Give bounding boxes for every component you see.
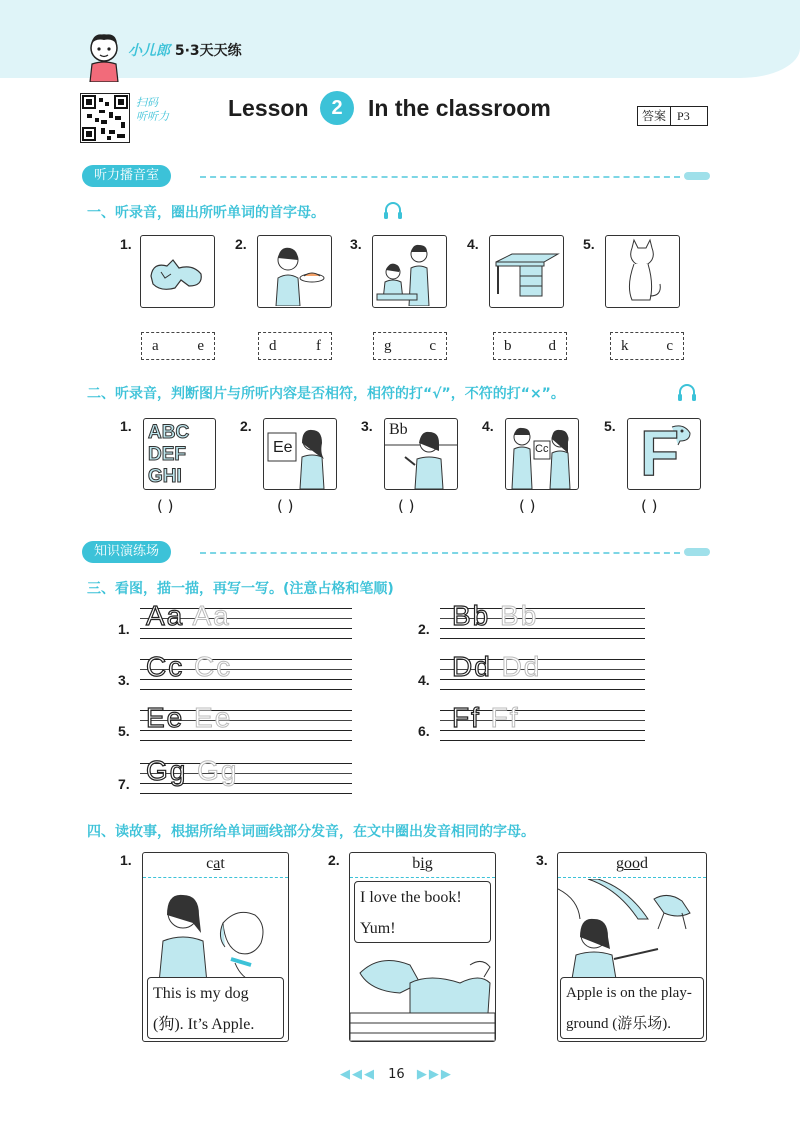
q4-story-1-line2: (狗). It’s Apple. (153, 1016, 255, 1033)
q1-item-2-choice-b[interactable]: f (316, 338, 321, 354)
divider-end (684, 548, 710, 556)
q3-item-7-trace: Gg (146, 755, 188, 786)
footer-left-arrows: ◀◀◀ (340, 1067, 376, 1082)
q3-item-2-num: 2. (418, 621, 430, 637)
q1-item-4-num: 4. (467, 236, 479, 252)
q3-item-3-num: 3. (118, 672, 130, 688)
page-number: 16 (388, 1067, 405, 1082)
brand-series: 5·3天天练 (174, 43, 242, 59)
q1-item-1-picture (140, 235, 215, 308)
headphones-icon (382, 200, 404, 226)
q3-item-6-letters (452, 702, 520, 734)
q4-story-3-divider (558, 877, 706, 878)
question-2-title (87, 383, 565, 403)
section-divider (200, 552, 680, 554)
q1-item-5-choice-b[interactable]: c (666, 338, 673, 354)
q3-item-1-num: 1. (118, 621, 130, 637)
q3-item-6-copy: Ff (490, 702, 520, 733)
q1-item-2-num: 2. (235, 236, 247, 252)
q2-item-1-answer[interactable]: ( ) (157, 497, 174, 515)
q2-item-4-pic-text: Cc (535, 443, 549, 455)
q4-story-2-line2: Yum! (360, 920, 396, 937)
question-4-title (87, 821, 535, 841)
q2-item-2-num: 2. (240, 418, 252, 434)
q3-item-5-num: 5. (118, 723, 130, 739)
question-1-title (87, 202, 325, 222)
scan-line2: 听听力 (136, 110, 169, 123)
q4-story-1-word-pre: c (206, 855, 214, 872)
q1-item-2-choice-a[interactable]: d (269, 338, 277, 354)
q4-story-2-num: 2. (328, 852, 340, 868)
q3-item-3-trace: Cc (146, 651, 185, 682)
q3-item-7-letters (146, 755, 239, 787)
q2-item-3-answer[interactable]: ( ) (398, 497, 415, 515)
q1-item-1-choice-a[interactable]: a (152, 338, 159, 354)
q3-item-4-trace: Dd (452, 651, 492, 682)
q2-item-3-num: 3. (361, 418, 373, 434)
q2-item-5-picture (627, 418, 701, 490)
q4-story-3-line2: ground (游乐场). (566, 1016, 671, 1032)
q2-item-5-answer[interactable]: ( ) (641, 497, 658, 515)
answer-label: 答案 (638, 107, 671, 125)
q4-story-2-word-pre: b (412, 855, 421, 872)
q3-item-2-letters (452, 600, 538, 632)
q4-story-2-word-post: g (424, 855, 433, 872)
q4-story-3-panel (557, 852, 707, 1042)
q2-item-1-pic-text: ABC DEF GHI (148, 422, 190, 487)
q3-item-1-trace: Aa (146, 600, 185, 631)
q1-item-4-picture (489, 235, 564, 308)
q1-item-1-choices[interactable] (141, 332, 215, 360)
question-4-text: 四、读故事，根据所给单词画线部分发音，在文中圈出发音相同的字母。 (87, 824, 535, 840)
q2-item-5-num: 5. (604, 418, 616, 434)
q3-item-5-letters (146, 702, 232, 734)
q3-item-6-num: 6. (418, 723, 430, 739)
question-1-text: 一、听录音，圈出所听单词的首字母。 (87, 205, 325, 221)
q4-story-1-word (143, 855, 288, 873)
q2-item-2-picture (263, 418, 337, 490)
answer-page: P3 (677, 109, 690, 123)
q1-item-5-picture (605, 235, 680, 308)
q3-item-2-trace: Bb (452, 600, 491, 631)
q1-item-4-choice-a[interactable]: b (504, 338, 512, 354)
q4-story-1-line1: This is my dog (153, 985, 249, 1002)
q4-story-2-divider (350, 877, 495, 878)
q2-item-2-answer[interactable]: ( ) (277, 497, 294, 515)
q2-item-4-num: 4. (482, 418, 494, 434)
q4-story-3-word (558, 855, 706, 873)
q2-item-5-pic-text: F (640, 418, 680, 489)
q4-story-1-bubble (147, 977, 284, 1039)
divider-end (684, 172, 710, 180)
q4-story-3-bubble (560, 977, 704, 1039)
qr-code[interactable] (80, 93, 130, 143)
q1-item-1-num: 1. (120, 236, 132, 252)
mascot-icon (82, 30, 126, 82)
q3-item-3-copy: Cc (194, 651, 233, 682)
q2-item-1-num: 1. (120, 418, 132, 434)
q2-item-1-picture (143, 418, 216, 490)
q4-story-2-line1: I love the book! (360, 889, 462, 906)
q3-item-5-copy: Ee (194, 702, 233, 733)
q1-item-1-choice-b[interactable]: e (197, 338, 204, 354)
q3-item-5-trace: Ee (146, 702, 185, 733)
q3-item-1-letters (146, 600, 231, 632)
q3-item-4-copy: Dd (501, 651, 542, 682)
answer-box[interactable] (637, 106, 708, 126)
brand-name: 小儿郎 (128, 43, 170, 59)
q1-item-3-picture (372, 235, 447, 308)
section-practice-label: 知识演练场 (82, 541, 171, 563)
q1-item-3-choices[interactable] (373, 332, 447, 360)
q3-item-4-num: 4. (418, 672, 430, 688)
footer-right-arrows: ▶▶▶ (416, 1067, 453, 1082)
q4-story-3-word-post: d (640, 855, 648, 872)
lesson-number: 2 (320, 91, 354, 125)
q1-item-5-choices[interactable] (610, 332, 684, 360)
q1-item-4-choice-b[interactable]: d (548, 338, 556, 354)
q4-story-1-word-post: t (220, 855, 225, 872)
section-listening-label: 听力播音室 (82, 165, 171, 187)
question-3-title (87, 578, 394, 598)
q1-item-2-picture (257, 235, 332, 308)
page-footer (340, 1067, 453, 1082)
question-2-text: 二、听录音，判断图片与所听内容是否相符，相符的打“√”，不符的打“×”。 (87, 386, 565, 402)
q3-item-3-letters (146, 651, 232, 683)
q4-story-3-num: 3. (536, 852, 548, 868)
q4-story-3-word-pre: g (616, 855, 624, 872)
q1-item-3-choice-b[interactable]: c (429, 338, 436, 354)
brand (128, 40, 242, 60)
q2-item-3-picture (384, 418, 458, 490)
q4-story-3-word-underlined: oo (624, 855, 640, 872)
q1-item-4-choices[interactable] (493, 332, 567, 360)
lesson-word: Lesson (228, 95, 309, 121)
question-3-text: 三、看图，描一描，再写一写。(注意占格和笔顺) (87, 581, 394, 597)
q4-story-2-bubble (354, 881, 491, 943)
q2-item-2-pic-text: Ee (273, 439, 293, 456)
q1-item-3-choice-a[interactable]: g (384, 338, 392, 354)
q4-story-1-divider (143, 877, 288, 878)
q4-story-2-word-underlined: i (420, 855, 425, 872)
q1-item-3-num: 3. (350, 236, 362, 252)
q4-story-2-panel (349, 852, 496, 1042)
q2-item-4-picture (505, 418, 579, 490)
q1-item-5-num: 5. (583, 236, 595, 252)
q2-item-3-pic-text: Bb (389, 421, 408, 438)
q3-item-7-copy: Gg (197, 755, 239, 786)
q4-story-3-line1: Apple is on the play- (566, 985, 692, 1001)
q2-item-4-answer[interactable]: ( ) (519, 497, 536, 515)
q4-story-1-word-underlined: a (213, 855, 221, 872)
q3-item-7-num: 7. (118, 776, 130, 792)
q3-item-6-trace: Ff (452, 702, 481, 733)
q3-item-4-letters (452, 651, 541, 683)
lesson-title: In the classroom (368, 95, 551, 121)
q4-story-1-panel (142, 852, 289, 1042)
q4-story-2-word (350, 855, 495, 873)
q1-item-2-choices[interactable] (258, 332, 332, 360)
q1-item-5-choice-a[interactable]: k (621, 338, 629, 354)
q3-item-1-copy: Aa (192, 600, 231, 631)
q4-story-1-num: 1. (120, 852, 132, 868)
scan-label (136, 96, 169, 124)
q3-item-2-copy: Bb (500, 600, 539, 631)
headphones-icon (676, 382, 698, 408)
scan-line1: 扫码 (136, 96, 158, 109)
section-divider (200, 176, 680, 178)
